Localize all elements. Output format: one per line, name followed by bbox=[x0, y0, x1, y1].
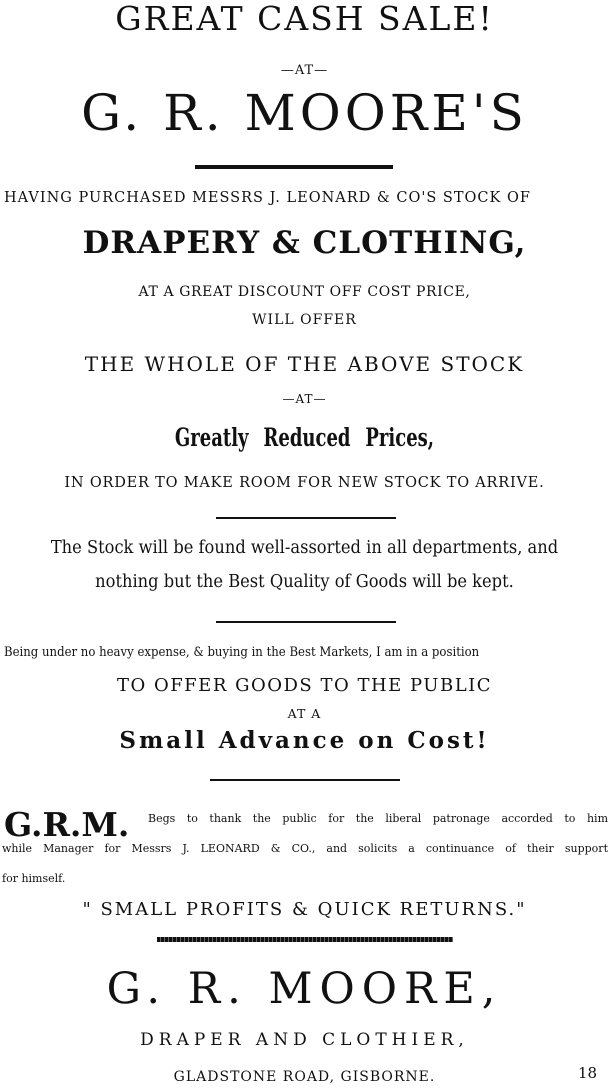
stock-paragraph-line: nothing but the Best Quality of Goods will be kept. bbox=[95, 572, 514, 592]
goods-heading: DRAPERY & CLOTHING, bbox=[82, 225, 527, 261]
will-offer-line: WILL OFFER bbox=[252, 312, 357, 328]
divider-rule bbox=[216, 621, 396, 623]
grm-text-line: while Manager for Messrs J. LEONARD & CO., and solicits a continuance of their support bbox=[2, 842, 608, 855]
divider-rule bbox=[216, 517, 396, 519]
motto: " SMALL PROFITS & QUICK RETURNS." bbox=[82, 899, 527, 920]
whole-stock-line: THE WHOLE OF THE ABOVE STOCK bbox=[84, 352, 525, 376]
firm-name: G. R. MOORE'S bbox=[81, 84, 528, 142]
grm-initials: G.R.M. bbox=[4, 805, 130, 844]
divider-rule bbox=[157, 937, 453, 942]
grm-text-line: for himself. bbox=[2, 872, 66, 885]
grm-text-line: Begs to thank the public for the liberal patronage accorded to him bbox=[148, 812, 608, 825]
signature-name: G. R. MOORE, bbox=[106, 964, 503, 1014]
room-line: IN ORDER TO MAKE ROOM FOR NEW STOCK TO ARRIVE. bbox=[64, 475, 545, 491]
divider-rule bbox=[195, 165, 393, 169]
stock-paragraph-line: The Stock will be found well-assorted in all departments, and bbox=[50, 538, 559, 558]
at-separator: —AT— bbox=[282, 392, 327, 406]
reduced-prices-heading: Greatly Reduced Prices, bbox=[174, 423, 435, 452]
offer-goods-line: TO OFFER GOODS TO THE PUBLIC bbox=[116, 675, 493, 696]
at-separator: —AT— bbox=[280, 63, 329, 78]
discount-line: AT A GREAT DISCOUNT OFF COST PRICE, bbox=[138, 284, 471, 300]
position-line: Being under no heavy expense, & buying in the Best Markets, I am in a position bbox=[4, 645, 480, 660]
page-number: 18 bbox=[578, 1064, 598, 1082]
small-advance-heading: Small Advance on Cost! bbox=[119, 727, 490, 754]
at-a-line: AT A bbox=[287, 706, 322, 721]
trade-line: DRAPER AND CLOTHIER, bbox=[140, 1030, 469, 1050]
divider-rule bbox=[210, 779, 400, 781]
purchase-line: HAVING PURCHASED MESSRS J. LEONARD & CO'S STOCK OF bbox=[4, 190, 531, 206]
address-line: GLADSTONE ROAD, GISBORNE. bbox=[173, 1069, 436, 1085]
headline: GREAT CASH SALE! bbox=[115, 0, 494, 38]
